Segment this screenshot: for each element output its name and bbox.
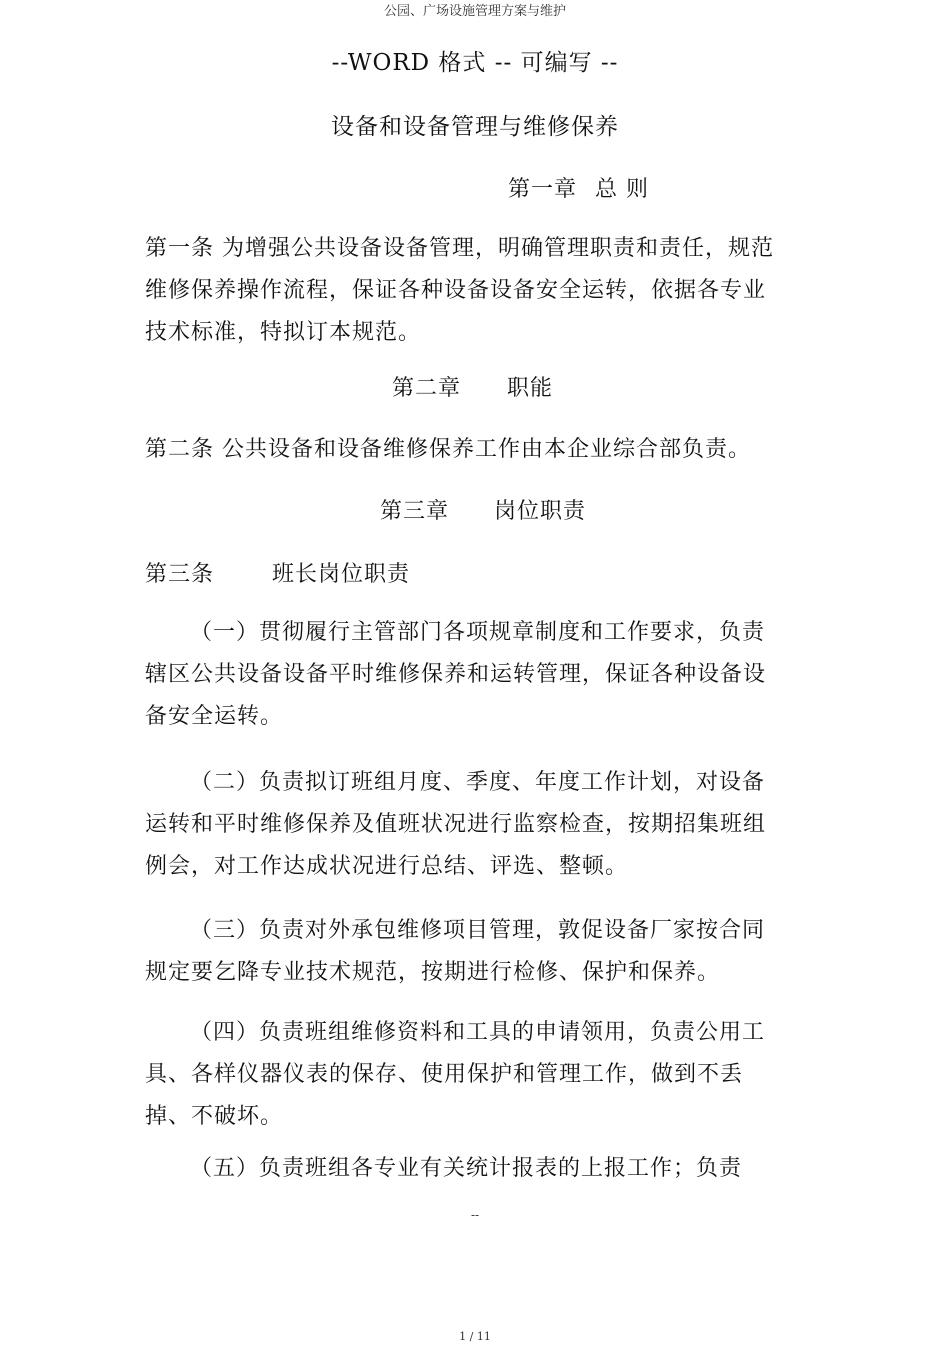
duty-item-2: （二）负责拟订班组月度、季度、年度工作计划，对设备运转和平时维修保养及值班状况进行监察检查，按期招集班组例会，对工作达成状况进行总结、评选、整顿。 <box>145 770 767 879</box>
article-1: 第一条 为增强公共设备设备管理，明确管理职责和责任，规范维修保养操作流程，保证各种设备设备安全运转，依据各专业技术标准，特拟订本规范。 <box>145 236 774 345</box>
article-3-heading <box>145 557 410 588</box>
article-3-name: 班长岗位职责 <box>272 562 411 587</box>
chapter-1-heading <box>508 172 649 203</box>
page-number: 1 / 11 <box>459 1330 491 1343</box>
chapter-3-name: 岗位职责 <box>494 499 587 524</box>
chapter-3-number: 第三章 <box>380 499 450 524</box>
article-3-number: 第三条 <box>145 562 215 587</box>
chapter-2-number: 第二章 <box>392 376 462 401</box>
duty-item-1: （一）贯彻履行主管部门各项规章制度和工作要求，负责辖区公共设备设备平时维修保养和运转管理，保证各种设备设备安全运转。 <box>145 620 767 729</box>
article-2: 第二条 公共设备和设备维修保养工作由本企业综合部负责。 <box>145 437 751 462</box>
chapter-2-name: 职能 <box>507 376 554 401</box>
chapter-1-number: 第一章 <box>508 177 578 202</box>
duty-item-4: （四）负责班组维修资料和工具的申请领用，负责公用工具、各样仪器仪表的保存、使用保护和管理工作，做到不丢掉、不破坏。 <box>145 1020 766 1129</box>
document-title: 设备和设备管理与维修保养 <box>331 114 619 140</box>
duty-item-3: （三）负责对外承包维修项目管理，敦促设备厂家按合同规定要乞降专业技术规范，按期进行检修、保护和保养。 <box>145 918 766 985</box>
duty-item-5: （五）负责班组各专业有关统计报表的上报工作；负责 <box>190 1156 743 1181</box>
chapter-3-heading <box>380 494 586 525</box>
chapter-1-name: 总 则 <box>595 177 650 202</box>
chapter-2-heading <box>392 371 553 402</box>
running-header: 公园、广场设施管理方案与维护 <box>383 4 566 19</box>
format-banner: --WORD 格式 -- 可编写 -- <box>331 50 619 76</box>
footer-dash: -- <box>470 1208 480 1222</box>
